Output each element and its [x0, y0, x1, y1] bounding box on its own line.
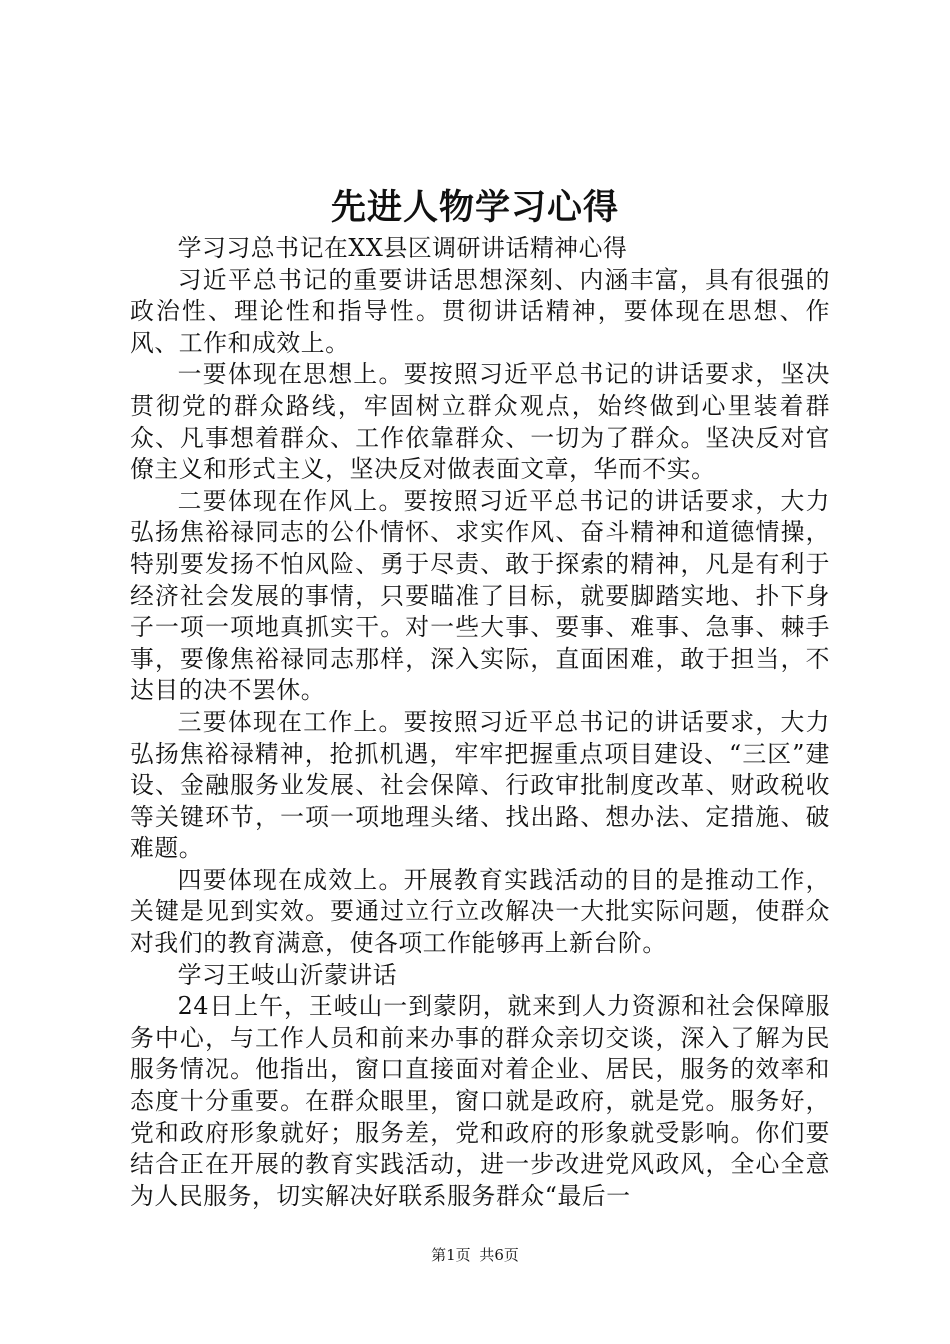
page-footer: [0, 1244, 950, 1266]
document-body: [130, 233, 830, 1212]
paragraph: 四要体现在成效上。开展教育实践活动的目的是推动工作，关键是见到实效。要通过立行立改解决一大批实际问题，使群众对我们的教育满意，使各项工作能够再上新台阶。: [130, 865, 830, 958]
paragraph: 二要体现在作风上。要按照习近平总书记的讲话要求，大力弘扬焦裕禄同志的公仆情怀、求实作风、奋斗精神和道德情操，特别要发扬不怕风险、勇于尽责、敢于探索的精神，凡是有利于经济社会发展的事情，只要瞄准了目标，就要脚踏实地、扑下身子一项一项地真抓实干。对一些大事、要事、难事、急事、棘手事，要像焦裕禄同志那样，深入实际，直面困难，敢于担当，不达目的决不罢休。: [130, 486, 830, 705]
paragraph: 习近平总书记的重要讲话思想深刻、内涵丰富，具有很强的政治性、理论性和指导性。贯彻讲话精神，要体现在思想、作风、工作和成效上。: [130, 265, 830, 357]
paragraph: 24日上午，王岐山一到蒙阴，就来到人力资源和社会保障服务中心，与工作人员和前来办事的群众亲切交谈，深入了解为民服务情况。他指出，窗口直接面对着企业、居民，服务的效率和态度十分重要。在群众眼里，窗口就是政府，就是党。服务好，党和政府形象就好；服务差，党和政府的形象就受影响。你们要结合正在开展的教育实践活动，进一步改进党风政风，全心全意为人民服务，切实解决好联系服务群众“最后一: [130, 992, 830, 1210]
paragraph: 三要体现在工作上。要按照习近平总书记的讲话要求，大力弘扬焦裕禄精神，抢抓机遇，牢牢把握重点项目建设、“三区”建设、金融服务业发展、社会保障、行政审批制度改革、财政税收等关键环节，一项一项地理头绪、找出路、想办法、定措施、破难题。: [130, 707, 830, 863]
document-title: 先进人物学习心得: [330, 187, 619, 228]
paragraph: 一要体现在思想上。要按照习近平总书记的讲话要求，坚决贯彻党的群众路线，牢固树立群众观点，始终做到心里装着群众、凡事想着群众、工作依靠群众、一切为了群众。坚决反对官僚主义和形式主义，坚决反对做表面文章，华而不实。: [130, 360, 830, 484]
page-total: 共6页: [479, 1246, 519, 1264]
paragraph-subtitle-2: 学习王岐山沂蒙讲话: [177, 960, 398, 989]
page-number: 第1页: [431, 1246, 471, 1264]
paragraph-subtitle-1: 学习习总书记在XX县区调研讲话精神心得: [177, 234, 628, 262]
